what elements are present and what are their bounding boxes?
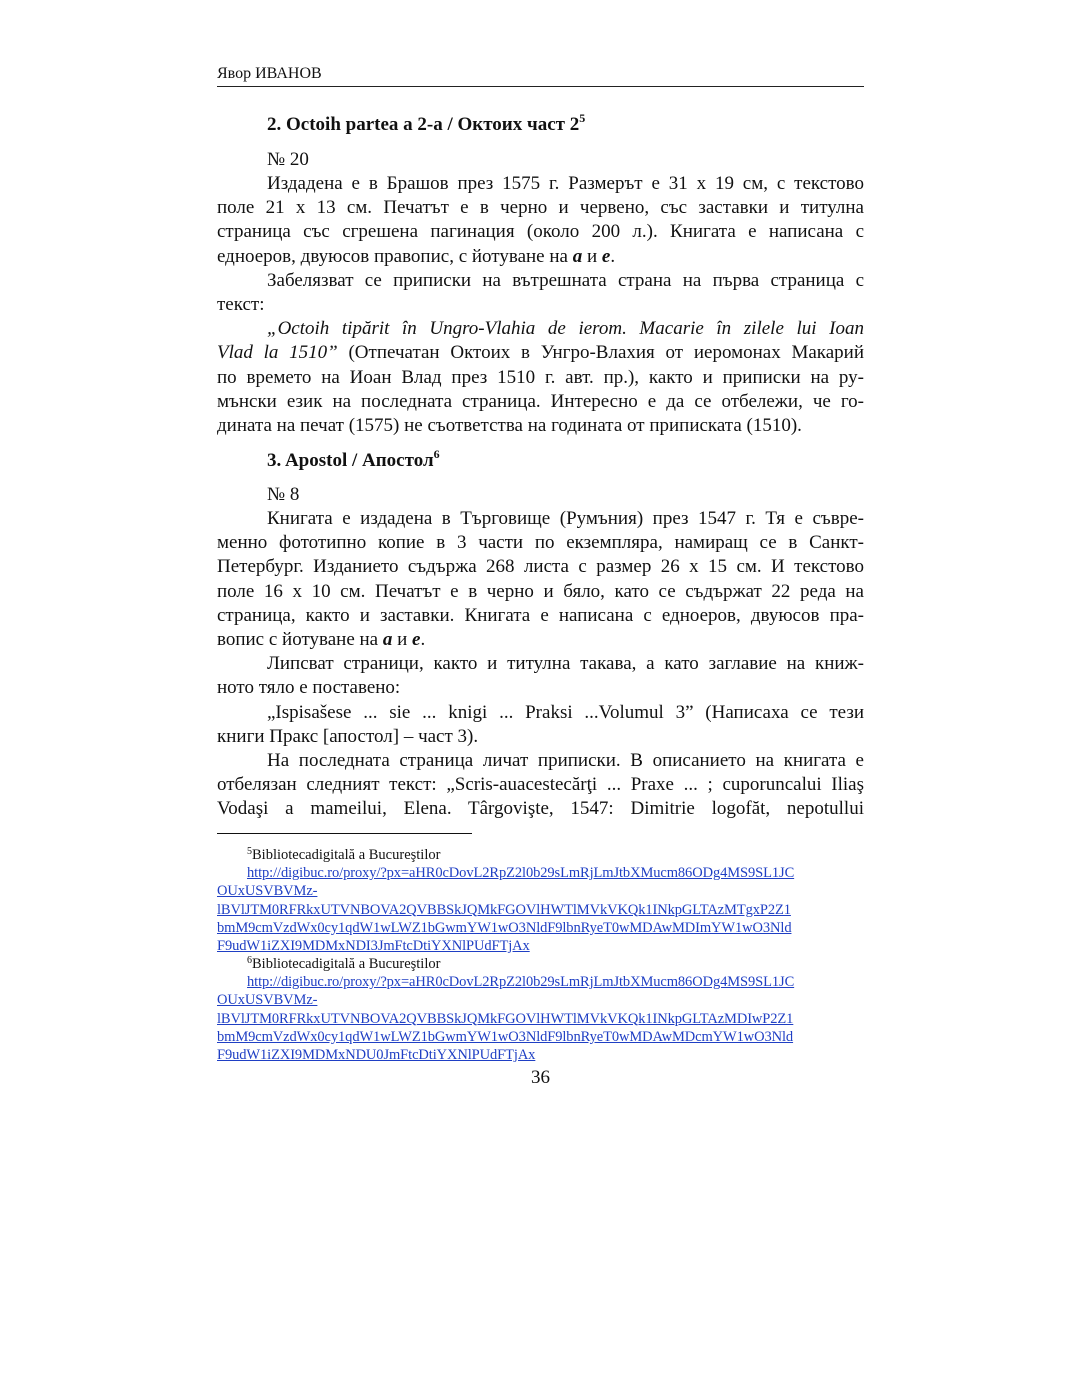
letter-a: а [382,629,393,651]
text-line: мънски език на последната страница. Интересно е да се отбележи, че го- [217,390,864,412]
text-line [217,317,864,341]
conjunction: и [392,629,413,651]
italic-quote: „Octoih tipărit în Ungro-Vlahia de ierom. Macarie în zilele lui Ioan [267,318,864,340]
text-line: отбелязан следният текст: „Scris-auacestecărţi ... Praxe ... ; cuporuncalui Iliaş [217,774,864,796]
text-line: страница, както и заставки. Книгата е написана с едноеров, двуюсов пра- [217,604,864,626]
text-line: страница със сгрешена пагинация (около 200 л.). Книгата е написана с [217,221,864,243]
footnote-link[interactable]: bmM9cmVzdWx0cy1qdW1wLWZ1bGwmYW1wO3NldF9lbnRyeT0wMDAwMDImYW1wO3Nld [217,919,792,936]
running-head: Явор ИВАНОВ [217,64,864,87]
footnote-ref-6[interactable]: 6 [433,447,440,461]
letter-e: е [412,629,421,651]
period: . [420,629,426,651]
text-line: дината на печат (1575) не съответства на годината от приписката (1510). [217,415,802,437]
text-line: Издадена е в Брашов през 1575 г. Размерът е 31 х 19 см, с текстово [267,173,864,194]
footnote-mark: 5 [247,846,252,857]
text-line [217,341,864,365]
footnote-link[interactable]: http://digibuc.ro/proxy/?px=aHR0cDovL2RpZ2l0b29sLmRjLmJtbXMucm86ODg4MS9SL1JC [247,865,795,882]
section-heading-apostol [267,449,440,473]
section-heading-octoih [267,113,585,137]
conjunction: и [582,245,602,267]
heading-text: 3. Apostol / Апостол [267,450,434,471]
text-line: поле 16 х 10 см. Печатът е в черно и бяло, като се съдържат 22 реда на [217,580,864,602]
letter-a: а [572,245,583,267]
footnote-link[interactable]: lBVlJTM0RFRkxUTVNBOVA2QVBBSkJQMkFGOVlHWTlMVkVKQk1INkpGLTAzMDIwP2Z1 [217,1010,794,1027]
footnote-link[interactable]: F9udW1iZXI9MDMxNDI3JmFtcDtiYXNlPUdFTjAx [217,938,530,955]
text-line: по времето на Иоан Влад през 1510 г. авт. пр.), както и приписки на ру- [217,366,864,388]
text-line: Vodaşi a mameilui, Elena. Târgovişte, 1547: Dimitrie logofăt, nepotullui [217,798,864,820]
paragraph [217,507,864,822]
heading-text: 2. Octoih partea a 2-a / Октоих част 2 [267,114,580,135]
text-line: Книгата е издадена в Търговище (Румъния) през 1547 г. Тя е съвре- [267,508,864,529]
text-line: поле 21 х 13 см. Печатът е в черно и червено, със заставки и титулна [217,197,864,219]
text-line: Забелязват се приписки на вътрешната страна на първа страница с [267,269,864,291]
text-line-part: вопис с йотуване на [217,629,379,651]
page-number: 36 [531,1067,550,1088]
letter-e: е [601,245,611,267]
item-number: № 8 [267,484,300,505]
italic-quote: Vlad la 1510” [217,342,338,364]
footnote-link[interactable]: OUxUSVBVMz- [217,883,318,900]
paragraph [217,172,864,438]
period: . [610,245,616,267]
footnote-link[interactable]: bmM9cmVzdWx0cy1qdW1wLWZ1bGwmYW1wO3NldF9lbnRyeT0wMDAwMDcmYW1wO3Nld [217,1028,794,1045]
text-line: На последната страница личат приписки. В описанието на книгата е [267,750,864,772]
footnote-source: Bibliotecadigitală a Bucureştilor [252,956,441,972]
footnote-label [217,955,864,973]
footnote-5 [217,846,864,955]
text-line: Петербург. Изданието съдържа 268 листа с размер 26 х 15 см. И текстово [217,556,864,578]
footnote-label [217,846,864,864]
footnote-link[interactable]: lBVlJTM0RFRkxUTVNBOVA2QVBBSkJQMkFGOVlHWTlMVkVKQk1INkpGLTAzMTgxP2Z1 [217,901,791,918]
text-line: книги Пракс [апостол] – част 3). [217,725,479,747]
text-line: Липсват страници, както и титулна такава, а като заглавие на книж- [267,653,864,675]
text-line-part: едноеров, двуюсов правопис, с йотуване на [217,245,568,267]
footnote-link[interactable]: OUxUSVBVMz- [217,992,318,1009]
item-number: № 20 [267,149,309,170]
text-line-part: (Отпечатан Октоих в Унгро-Влахия от иеромонах Макарий [337,342,864,364]
footnote-mark: 6 [247,955,252,966]
text-line: „Ispisašese ... sie ... knigi ... Praksi ...Volumul 3” (Написаха се тези [267,701,864,723]
text-line: текст: [217,294,265,316]
text-line [217,628,864,652]
footnote-ref-5[interactable]: 5 [579,111,586,125]
footnote-rule [217,833,472,834]
text-line: менно фототипно копие в 3 части по екземпляра, намиращ се в Санкт- [217,532,864,554]
text-line [217,245,864,269]
footnote-6 [217,955,864,1064]
footnote-link[interactable]: F9udW1iZXI9MDMxNDU0JmFtcDtiYXNlPUdFTjAx [217,1047,536,1064]
text-line: ното тяло е поставено: [217,677,401,699]
footnote-source: Bibliotecadigitală a Bucureştilor [252,847,441,863]
footnote-link[interactable]: http://digibuc.ro/proxy/?px=aHR0cDovL2RpZ2l0b29sLmRjLmJtbXMucm86ODg4MS9SL1JC [247,974,795,991]
